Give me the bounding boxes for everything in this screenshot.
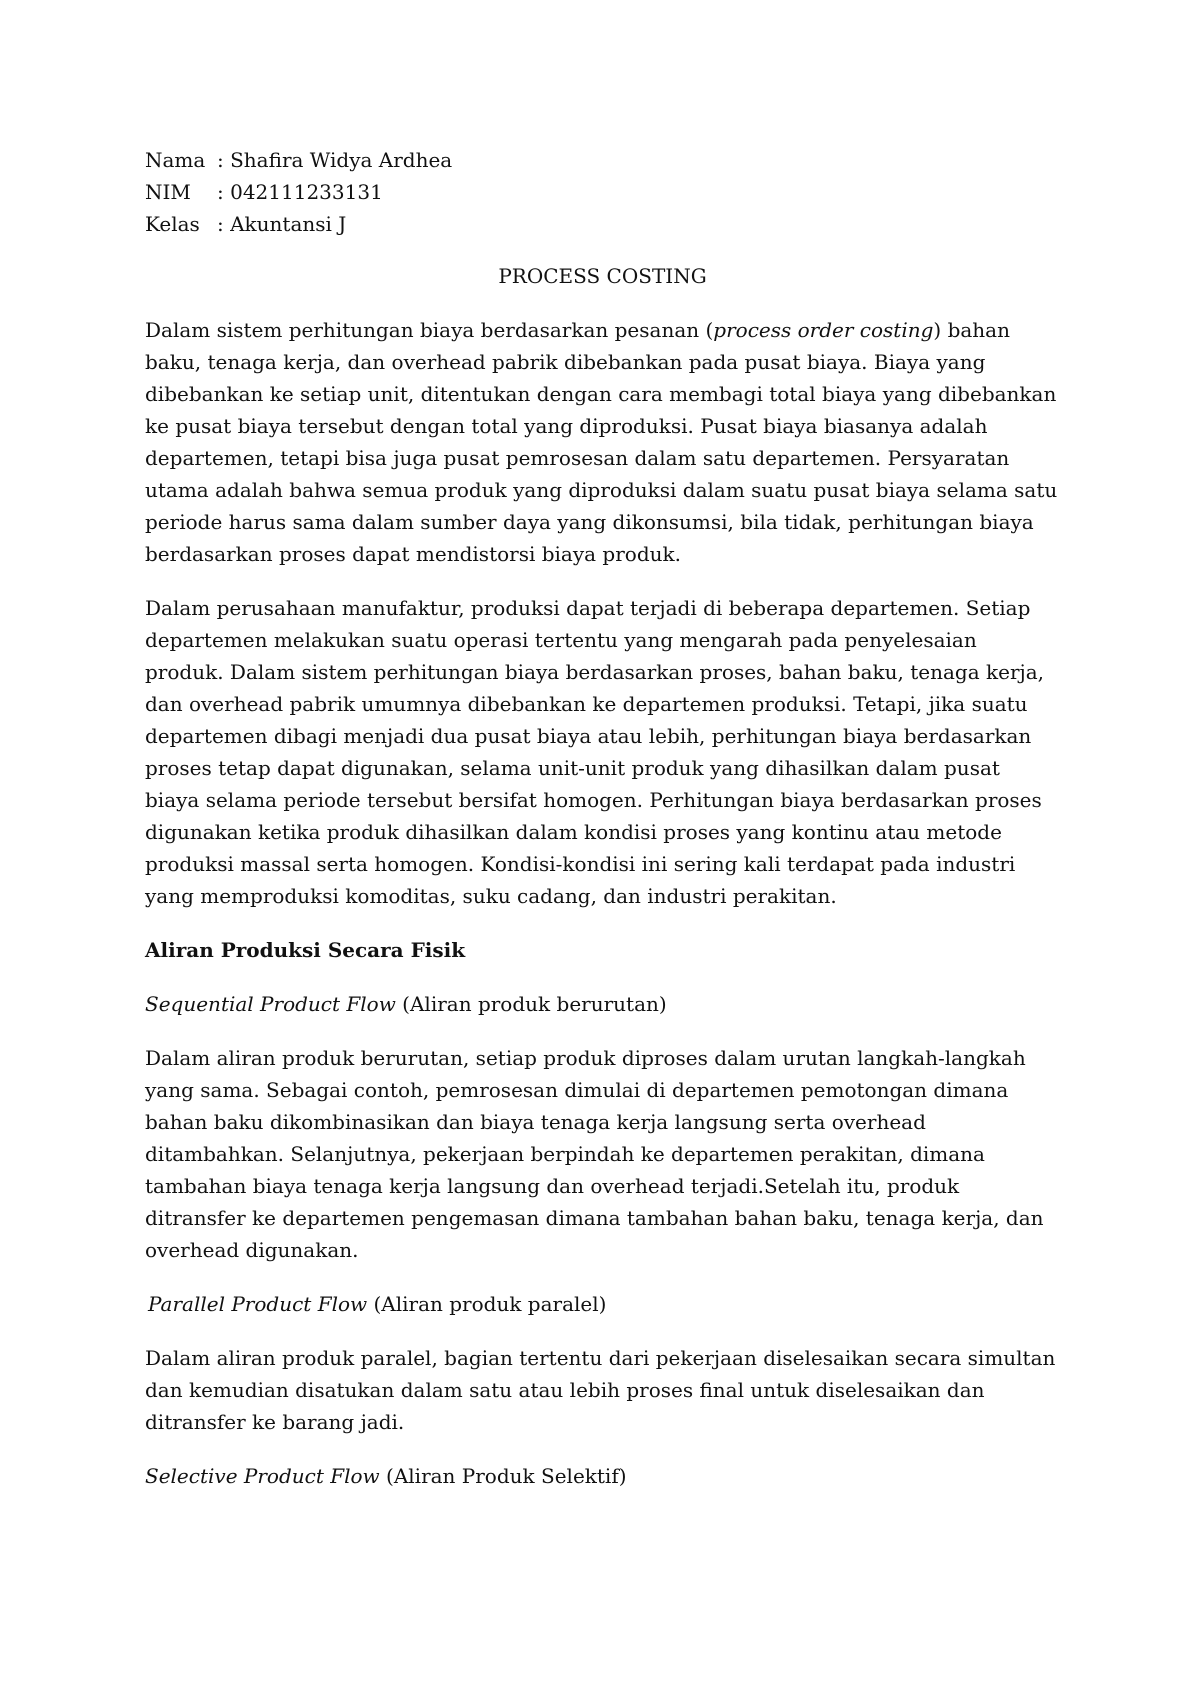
class-value: : Akuntansi J xyxy=(217,212,347,236)
subheading-sequential xyxy=(145,988,1060,1020)
subheading-parallel xyxy=(145,1288,1060,1320)
subheading-selective-rest: (Aliran Produk Selektif) xyxy=(379,1464,627,1488)
subheading-sequential-italic: Sequential Product Flow xyxy=(145,992,396,1016)
subheading-parallel-rest: (Aliran produk paralel) xyxy=(367,1292,607,1316)
section-heading: Aliran Produksi Secara Fisik xyxy=(145,938,466,962)
paragraph-parallel: Dalam aliran produk paralel, bagian tertentu dari pekerjaan diselesaikan secara simultan dan kemudian disatukan dalam satu atau lebih proses final untuk diselesaikan dan ditransfer ke barang jadi. xyxy=(145,1346,1056,1434)
student-info-row-name xyxy=(145,144,452,176)
nim-label: NIM xyxy=(145,180,191,204)
name-value: : Shafira Widya Ardhea xyxy=(217,148,453,172)
student-info xyxy=(145,144,452,240)
student-info-row-class xyxy=(145,208,452,240)
subheading-selective xyxy=(145,1460,1060,1492)
paragraph-intro-start: Dalam sistem perhitungan biaya berdasarkan pesanan ( xyxy=(145,318,714,342)
class-label: Kelas xyxy=(145,212,200,236)
document-title: PROCESS COSTING xyxy=(498,264,707,288)
subheading-sequential-rest: (Aliran produk berurutan) xyxy=(395,992,667,1016)
student-info-row-nim xyxy=(145,176,452,208)
paragraph-sequential: Dalam aliran produk berurutan, setiap produk diproses dalam urutan langkah-langkah yang sama. Sebagai contoh, pemrosesan dimulai di departemen pemotongan dimana bahan baku dikombinasikan dan biaya tenaga kerja langsung serta overhead ditambahkan. Selanjutnya, pekerjaan berpindah ke departemen perakitan, dimana tambahan biaya tenaga kerja langsung dan overhead terjadi.Setelah itu, produk ditransfer ke departemen pengemasan dimana tambahan bahan baku, tenaga kerja, dan overhead digunakan. xyxy=(145,1046,1044,1262)
paragraph-intro-end: ) bahan baku, tenaga kerja, dan overhead pabrik dibebankan pada pusat biaya. Biaya yang dibebankan ke setiap unit, ditentukan dengan cara membagi total biaya yang dibebankan ke pusat biaya tersebut dengan total yang diproduksi. Pusat biaya biasanya adalah departemen, tetapi bisa juga pusat pemrosesan dalam satu departemen. Persyaratan utama adalah bahwa semua produk yang diproduksi dalam suatu pusat biaya selama satu periode harus sama dalam sumber daya yang dikonsumsi, bila tidak, perhitungan biaya berdasarkan proses dapat mendistorsi biaya produk. xyxy=(145,318,1058,566)
paragraph-manufacturing: Dalam perusahaan manufaktur, produksi dapat terjadi di beberapa departemen. Setiap departemen melakukan suatu operasi tertentu yang mengarah pada penyelesaian produk. Dalam sistem perhitungan biaya berdasarkan proses, bahan baku, tenaga kerja, dan overhead pabrik umumnya dibebankan ke departemen produksi. Tetapi, jika suatu departemen dibagi menjadi dua pusat biaya atau lebih, perhitungan biaya berdasarkan proses tetap dapat digunakan, selama unit-unit produk yang dihasilkan dalam pusat biaya selama periode tersebut bersifat homogen. Perhitungan biaya berdasarkan proses digunakan ketika produk dihasilkan dalam kondisi proses yang kontinu atau metode produksi massal serta homogen. Kondisi-kondisi ini sering kali terdapat pada industri yang memproduksi komoditas, suku cadang, dan industri perakitan. xyxy=(145,596,1044,908)
name-label: Nama xyxy=(145,148,206,172)
paragraph-intro-italic: process order costing xyxy=(713,318,934,342)
document-content xyxy=(145,144,1060,1492)
paragraph-intro xyxy=(145,314,1060,570)
subheading-selective-italic: Selective Product Flow xyxy=(145,1464,380,1488)
subheading-parallel-italic: Parallel Product Flow xyxy=(148,1292,368,1316)
nim-value: : 042111233131 xyxy=(217,180,383,204)
